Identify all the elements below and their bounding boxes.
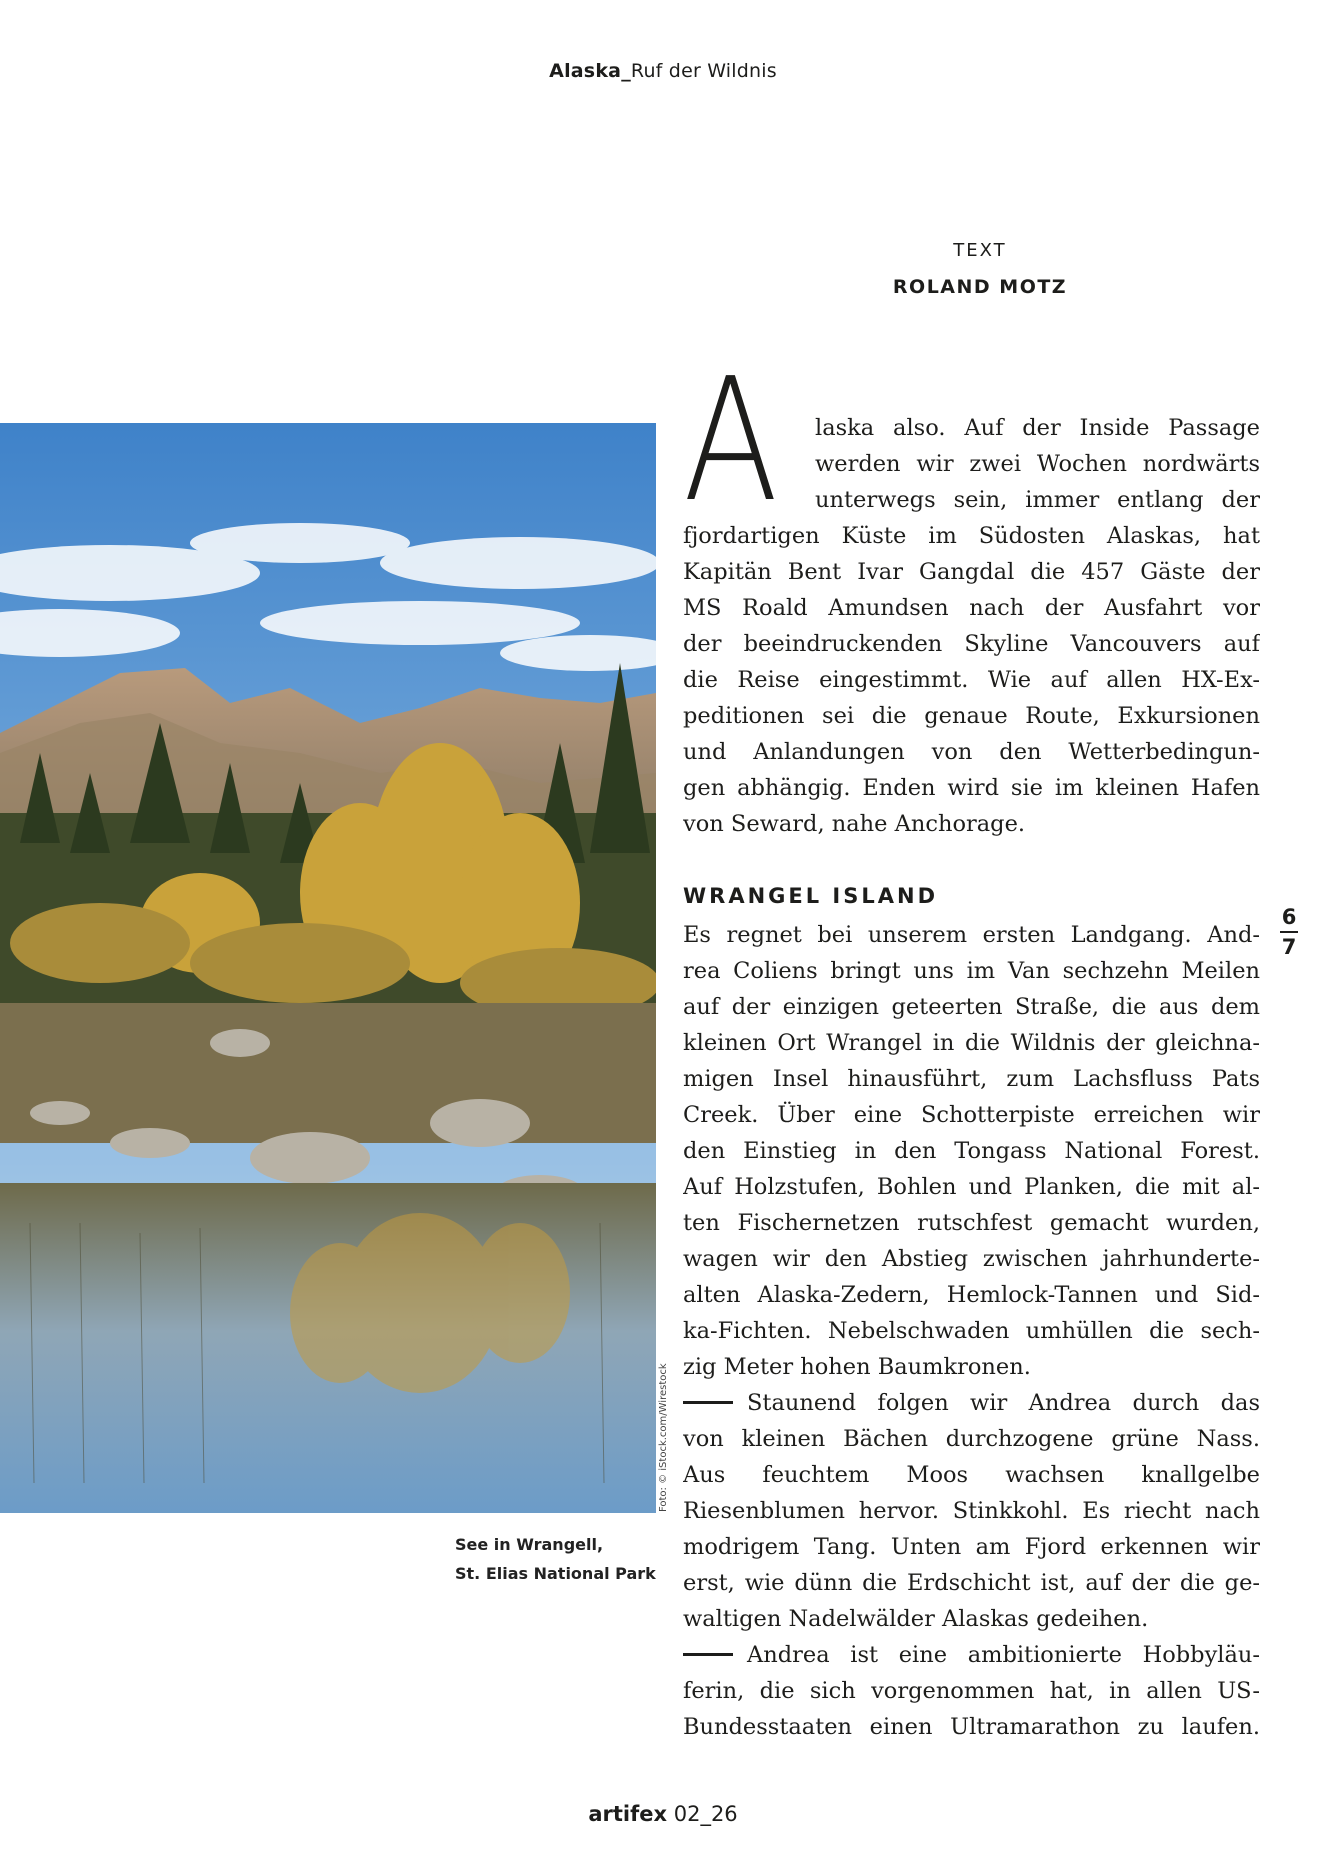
page-number-right: 7	[1281, 935, 1297, 959]
body-line: waltigen Nadelwälder Alaskas gedeihen.	[683, 1606, 1149, 1632]
body-line: rea Coliens bringt uns im Van sechzehn Meilen	[683, 958, 1260, 984]
body-line: zig Meter hohen Baumkronen.	[683, 1354, 1031, 1380]
issue-number: 02_26	[673, 1802, 738, 1826]
body-line: ten Fischernetzen rutschfest gemacht wurden,	[683, 1210, 1260, 1236]
body-line: der beeindruckenden Skyline Vancouvers auf	[683, 631, 1260, 657]
section-paragraphs	[683, 917, 1260, 1745]
caption-line: St. Elias National Park	[455, 1564, 656, 1583]
body-line: werden wir zwei Wochen nordwärts	[815, 451, 1260, 477]
running-head-brand: Alaska	[549, 60, 622, 82]
body-line: peditionen sei die genaue Route, Exkursionen	[683, 703, 1260, 729]
running-head	[0, 60, 1326, 82]
body-line: fjordartigen Küste im Südosten Alaskas, hat	[683, 523, 1260, 549]
author-name: ROLAND MOTZ	[892, 276, 1068, 298]
body-line: Riesenblumen hervor. Stinkkohl. Es riecht nach	[683, 1498, 1260, 1524]
body-line: Auf Holzstufen, Bohlen und Planken, die mit al-	[683, 1174, 1260, 1200]
paragraph-dash	[683, 1401, 733, 1404]
footer	[0, 1802, 1326, 1826]
intro-paragraph	[683, 410, 1260, 842]
drop-cap: A	[683, 342, 779, 540]
body-line: migen Insel hinausführt, zum Lachsfluss Pats	[683, 1066, 1260, 1092]
body-line: den Einstieg in den Tongass National Forest.	[683, 1138, 1260, 1164]
body-line: Es regnet bei unserem ersten Landgang. And-	[683, 922, 1260, 948]
body-line-text: Andrea ist eine ambitionierte Hobbyläu-	[747, 1642, 1260, 1668]
body-line: modrigem Tang. Unten am Fjord erkennen wir	[683, 1534, 1260, 1560]
paragraph-dash	[683, 1653, 733, 1656]
body-line: wagen wir den Abstieg zwischen jahrhunderte-	[683, 1246, 1260, 1272]
body-line: MS Roald Amundsen nach der Ausfahrt vor	[683, 595, 1260, 621]
body-line: erst, wie dünn die Erdschicht ist, auf der die ge-	[683, 1570, 1260, 1596]
magazine-name: artifex	[588, 1802, 668, 1826]
body-line: laska also. Auf der Inside Passage	[815, 415, 1260, 441]
body-line: Aus feuchtem Moos wachsen knallgelbe	[683, 1462, 1260, 1488]
page-number-divider	[1280, 931, 1298, 933]
body-line: die Reise eingestimmt. Wie auf allen HX-Ex-	[683, 667, 1260, 693]
caption-line: See in Wrangell,	[455, 1535, 604, 1554]
body-line: Bundesstaaten einen Ultramarathon zu laufen.	[683, 1714, 1260, 1740]
body-line: ka-Fichten. Nebelschwaden umhüllen die sech-	[683, 1318, 1260, 1344]
body-line: alten Alaska-Zedern, Hemlock-Tannen und Sid-	[683, 1282, 1260, 1308]
page-number-left: 6	[1281, 905, 1297, 929]
lake-landscape-photo	[0, 423, 656, 1513]
paragraph-start-line	[683, 1385, 1260, 1421]
body-line: und Anlandungen von den Wetterbedingun-	[683, 739, 1260, 765]
body-line: von Seward, nahe Anchorage.	[683, 811, 1026, 837]
body-line: auf der einzigen geteerten Straße, die aus dem	[683, 994, 1260, 1020]
body-line-text: Staunend folgen wir Andrea durch das	[747, 1390, 1260, 1416]
body-line: gen abhängig. Enden wird sie im kleinen Hafen	[683, 775, 1260, 801]
section-heading: WRANGEL ISLAND	[683, 884, 939, 908]
body-line: ferin, die sich vorgenommen hat, in allen US-	[683, 1678, 1260, 1704]
body-line: Kapitän Bent Ivar Gangdal die 457 Gäste der	[683, 559, 1260, 585]
body-line: kleinen Ort Wrangel in die Wildnis der gleichna-	[683, 1030, 1260, 1056]
page-number	[1278, 906, 1300, 958]
running-head-separator: _	[621, 60, 631, 82]
running-head-rubric: Ruf der Wildnis	[630, 60, 777, 82]
photo-credit: Foto: © iStock.com/Wirestock	[658, 1363, 669, 1512]
author-role: TEXT	[953, 240, 1007, 261]
body-line: Creek. Über eine Schotterpiste erreichen wir	[683, 1102, 1260, 1128]
body-line: von kleinen Bächen durchzogene grüne Nass.	[683, 1426, 1260, 1452]
paragraph-start-line	[683, 1637, 1260, 1673]
photo-caption	[455, 1530, 655, 1588]
body-line: unterwegs sein, immer entlang der	[815, 487, 1260, 513]
